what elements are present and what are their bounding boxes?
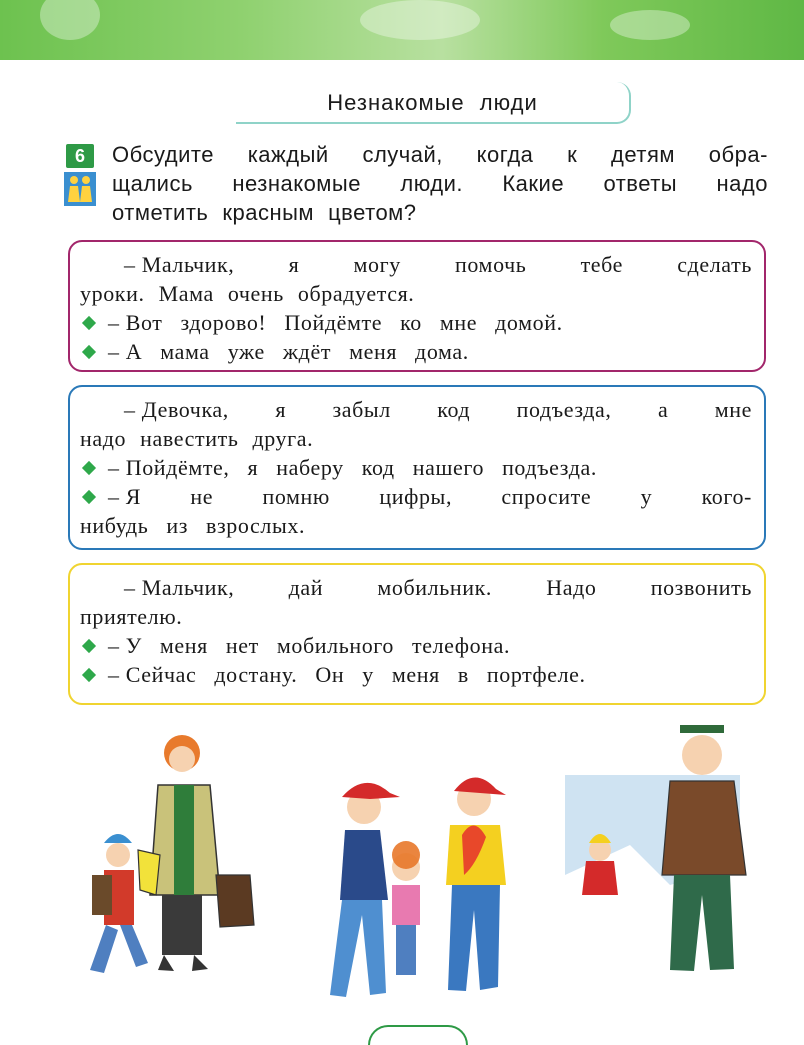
answer-text [108,660,752,689]
page-title: Незнакомые люди [327,90,538,115]
illustration-strangers [70,725,770,1015]
word: код [361,455,395,480]
word: – А [108,339,143,364]
word: цветом? [328,200,417,225]
answer-text [108,631,752,660]
answer-text [80,511,752,540]
word: телефона. [411,633,511,658]
word: цифры, [379,484,453,509]
word: нет [225,633,259,658]
word: не [190,484,214,509]
word: забыл [332,397,391,422]
question-line [80,395,752,424]
word: в [457,662,469,687]
word: помочь [455,252,527,277]
word: позвонить [650,575,752,600]
task-instruction [112,140,768,227]
word: красным [222,200,315,225]
word: щались [112,171,193,196]
situation-card-3 [68,563,766,705]
word: – Я [108,484,141,509]
answer-option[interactable] [80,482,752,511]
word: Пойдёмте [284,310,383,335]
word: домой. [495,310,563,335]
task-line [112,198,768,227]
word: подъезда, [516,397,612,422]
word: когда [476,142,534,167]
diamond-bullet-icon[interactable] [82,315,96,329]
word: достану. [214,662,298,687]
word: мне [714,397,752,422]
word: здорово! [180,310,267,335]
word: дома. [415,339,469,364]
word: Он [315,662,345,687]
word: у [640,484,653,509]
word: каждый [247,142,329,167]
word: дай [288,575,324,600]
word: уроки. [80,281,145,306]
answer-text [108,337,752,366]
answer-option[interactable] [80,660,752,689]
word: ко [400,310,422,335]
word: – У [108,633,142,658]
word: детям [611,142,676,167]
word: Обсудите [112,142,214,167]
question-line [80,250,752,279]
word: надо [716,171,768,196]
answer-option[interactable] [80,511,752,540]
word: – Вот [108,310,163,335]
word: мне [439,310,478,335]
title-frame [236,82,631,124]
answer-option[interactable] [80,337,752,366]
word: сделать [677,252,752,277]
word: обрадуется. [297,281,415,306]
word: я [275,397,287,422]
word: случай, [362,142,443,167]
word: мобильного [276,633,394,658]
diamond-bullet-icon[interactable] [82,667,96,681]
word: у [362,662,374,687]
diamond-bullet-icon[interactable] [82,344,96,358]
word: – Девочка, [124,397,229,422]
word: тебе [580,252,624,277]
word: я [288,252,300,277]
diamond-bullet-icon[interactable] [82,638,96,652]
answer-option[interactable] [80,631,752,660]
word: помню [262,484,330,509]
word: к [567,142,578,167]
answer-text [108,453,752,482]
pair-work-icon [64,172,96,206]
diamond-bullet-icon[interactable] [82,489,96,503]
diamond-bullet-icon[interactable] [82,460,96,474]
word: очень [227,281,284,306]
word: из [166,513,189,538]
answer-option[interactable] [80,308,752,337]
question-line [80,424,752,453]
word: навестить [140,426,239,451]
page-number-tab [368,1025,468,1045]
situation-card-1 [68,240,766,372]
man-in-hat-with-girl-figure [565,725,746,971]
word: нашего [412,455,485,480]
word: нибудь [80,513,149,538]
task-line [112,169,768,198]
question-line [80,602,752,631]
word: Какие [502,171,565,196]
word: Надо [546,575,597,600]
answer-option[interactable] [80,453,752,482]
word: спросите [501,484,592,509]
word: мобильник. [377,575,493,600]
word: меня [391,662,440,687]
word: люди. [400,171,463,196]
word: наберу [276,455,344,480]
word: отметить [112,200,209,225]
word: надо [80,426,127,451]
word: – Пойдёмте, [108,455,230,480]
word: кого- [701,484,752,509]
word: могу [353,252,401,277]
question-line [80,573,752,602]
word: приятелю. [80,604,183,629]
woman-with-child-figure [90,735,254,973]
word: – Мальчик, [124,252,235,277]
word: подъезда. [502,455,597,480]
situation-card-2 [68,385,766,550]
word: обра- [708,142,768,167]
word: уже [227,339,265,364]
word: незнакомые [232,171,361,196]
word: ждёт [282,339,332,364]
question-line [80,279,752,308]
task-number-badge: 6 [66,144,94,168]
word: – Сейчас [108,662,197,687]
answer-text [108,482,752,511]
word: меня [349,339,398,364]
word: Мама [158,281,214,306]
answer-text [108,308,752,337]
word: взрослых. [206,513,306,538]
teenagers-with-child-figure [330,777,506,997]
header-decoration [0,0,804,60]
word: друга. [252,426,314,451]
word: я [247,455,259,480]
word: мама [160,339,210,364]
task-line [112,140,768,169]
word: ответы [603,171,678,196]
word: а [657,397,669,422]
word: – Мальчик, [124,575,235,600]
word: портфеле. [486,662,586,687]
word: меня [159,633,208,658]
word: код [437,397,471,422]
